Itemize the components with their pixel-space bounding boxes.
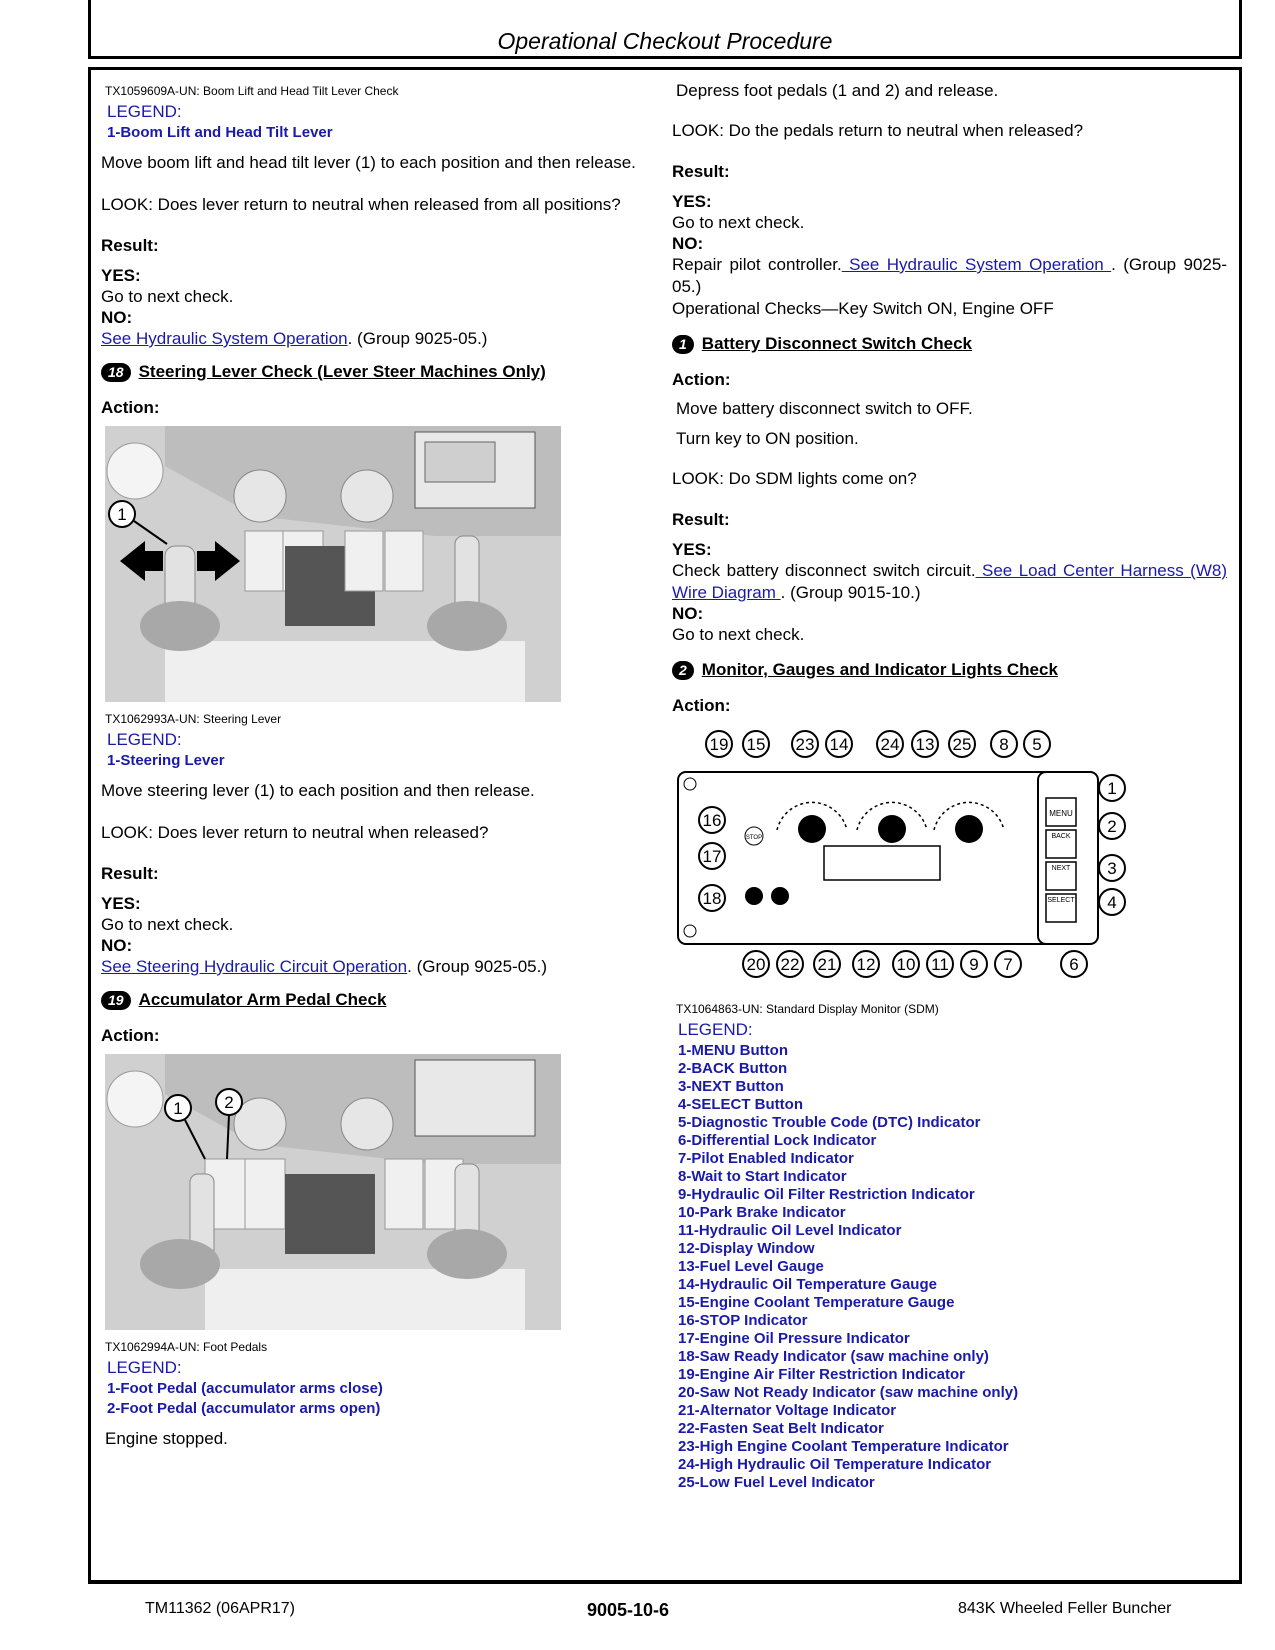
yes-label: YES: — [101, 894, 141, 913]
section-title: Monitor, Gauges and Indicator Lights Check — [701, 660, 1058, 679]
instruction-text: Turn key to ON position. — [676, 429, 859, 448]
callout-number-3: 3 — [1107, 859, 1117, 878]
step-badge: 1 — [672, 335, 694, 354]
step-badge: 2 — [672, 661, 694, 680]
result-label: Result: — [101, 864, 159, 883]
yes-text — [672, 560, 1227, 604]
look-text: LOOK: Does lever return to neutral when released from all positions? — [101, 195, 621, 214]
result-label: Result: — [672, 510, 730, 529]
legend-item: 18-Saw Ready Indicator (saw machine only) — [678, 1348, 989, 1365]
legend-item: 21-Alternator Voltage Indicator — [678, 1402, 897, 1419]
steering-lever-illustration — [105, 426, 561, 702]
callout-number-23: 23 — [795, 735, 815, 754]
no-label: NO: — [101, 308, 133, 327]
yes-label: YES: — [672, 192, 712, 211]
result-label: Result: — [101, 236, 159, 255]
callout-number-16: 16 — [702, 811, 722, 830]
legend-item: 20-Saw Not Ready Indicator (saw machine only) — [678, 1384, 1019, 1401]
group-ref: . (Group 9015-10.) — [780, 583, 921, 602]
legend-item: 4-SELECT Button — [678, 1096, 803, 1113]
no-label: NO: — [101, 936, 133, 955]
section-title: Battery Disconnect Switch Check — [701, 334, 972, 353]
group-ref: . (Group 9025-05.) — [407, 957, 548, 976]
no-text-prefix: Repair pilot controller. — [672, 255, 842, 274]
group-ref: . (Group 9025-05.) — [672, 255, 1228, 296]
callout-number-4: 4 — [1107, 893, 1117, 912]
legend-item: 8-Wait to Start Indicator — [678, 1168, 847, 1185]
back-button-label: BACK — [1051, 833, 1071, 840]
yes-label: YES: — [101, 266, 141, 285]
no-label: NO: — [672, 234, 704, 253]
wire-diagram-link[interactable]: See Load Center Harness (W8) Wire Diagram — [672, 561, 1227, 602]
footer-page-number: 9005-10-6 — [587, 1600, 670, 1620]
hydraulic-system-link[interactable]: See Hydraulic System Operation — [101, 329, 348, 348]
legend-item: 19-Engine Air Filter Restriction Indicator — [678, 1366, 965, 1383]
callout-number-18: 18 — [702, 889, 722, 908]
legend-item: 2-BACK Button — [678, 1060, 788, 1077]
legend-item: 10-Park Brake Indicator — [678, 1204, 846, 1221]
look-text: LOOK: Do SDM lights come on? — [672, 469, 917, 488]
callout-number-2: 2 — [1107, 817, 1117, 836]
yes-label: YES: — [672, 540, 712, 559]
legend-title: LEGEND: — [107, 102, 182, 121]
legend-item: 15-Engine Coolant Temperature Gauge — [678, 1294, 955, 1311]
legend-title: LEGEND: — [107, 1358, 182, 1377]
action-label: Action: — [101, 398, 160, 417]
yes-text: Go to next check. — [101, 287, 234, 306]
callout-1: 1 — [117, 505, 127, 524]
section-title: Accumulator Arm Pedal Check — [138, 990, 387, 1009]
action-label: Action: — [101, 1026, 160, 1045]
figure-caption: TX1062993A-UN: Steering Lever — [105, 712, 282, 726]
figure-caption: TX1059609A-UN: Boom Lift and Head Tilt Lever Check — [105, 84, 399, 98]
no-label: NO: — [672, 604, 704, 623]
result-label: Result: — [672, 162, 730, 181]
foot-pedals-illustration — [105, 1054, 561, 1330]
look-text: LOOK: Does lever return to neutral when released? — [101, 823, 489, 842]
sdm-diagram — [672, 726, 1172, 996]
operational-checks-heading: Operational Checks—Key Switch ON, Engine OFF — [672, 299, 1054, 318]
legend-item: 2-Foot Pedal (accumulator arms open) — [107, 1400, 381, 1417]
legend-item: 17-Engine Oil Pressure Indicator — [678, 1330, 910, 1347]
stop-indicator-label: STOP — [745, 835, 763, 841]
action-label: Action: — [672, 696, 731, 715]
callout-number-6: 6 — [1069, 955, 1079, 974]
footer-doc-id: TM11362 (06APR17) — [145, 1600, 295, 1617]
callout-number-15: 15 — [746, 735, 766, 754]
legend-item: 9-Hydraulic Oil Filter Restriction Indicator — [678, 1186, 975, 1203]
legend-item: 5-Diagnostic Trouble Code (DTC) Indicator — [678, 1114, 981, 1131]
callout-number-24: 24 — [880, 735, 900, 754]
sdm-legend — [672, 1042, 1227, 1492]
legend-title: LEGEND: — [107, 730, 182, 749]
figure-caption: TX1062994A-UN: Foot Pedals — [105, 1340, 268, 1354]
callout-number-5: 5 — [1032, 735, 1042, 754]
callout-number-19: 19 — [709, 735, 729, 754]
menu-button-label: MENU — [1049, 809, 1073, 818]
steering-lever-figure — [105, 426, 561, 702]
callout-number-1: 1 — [1107, 779, 1117, 798]
legend-item: 13-Fuel Level Gauge — [678, 1258, 824, 1275]
legend-item: 1-Foot Pedal (accumulator arms close) — [107, 1380, 383, 1397]
section-heading-19 — [101, 990, 656, 1010]
footer-machine-name: 843K Wheeled Feller Buncher — [958, 1600, 1172, 1617]
legend-item: 1-Boom Lift and Head Tilt Lever — [107, 124, 333, 141]
right-column — [672, 80, 1227, 1492]
legend-item: 1-Steering Lever — [107, 752, 225, 769]
callout-number-22: 22 — [780, 955, 800, 974]
legend-item: 16-STOP Indicator — [678, 1312, 808, 1329]
figure-caption: TX1064863-UN: Standard Display Monitor (SDM) — [676, 1002, 939, 1016]
callout-2: 2 — [224, 1093, 234, 1112]
callout-number-8: 8 — [999, 735, 1009, 754]
callout-number-17: 17 — [702, 847, 722, 866]
legend-item: 12-Display Window — [678, 1240, 815, 1257]
instruction-text: Depress foot pedals (1 and 2) and release. — [676, 81, 999, 100]
step-badge: 18 — [101, 363, 131, 382]
left-column — [101, 80, 656, 1450]
section-title: Steering Lever Check (Lever Steer Machines Only) — [138, 362, 546, 381]
callout-number-11: 11 — [931, 955, 949, 974]
legend-item: 1-MENU Button — [678, 1042, 788, 1059]
callout-number-12: 12 — [856, 955, 876, 974]
callout-number-25: 25 — [952, 735, 972, 754]
no-text — [101, 328, 656, 350]
legend-item: 25-Low Fuel Level Indicator — [678, 1474, 875, 1491]
instruction-text: Move steering lever (1) to each position and then release. — [101, 781, 535, 800]
foot-pedals-figure — [105, 1054, 561, 1330]
legend-title: LEGEND: — [678, 1020, 753, 1039]
callout-number-10: 10 — [896, 955, 916, 974]
callout-number-21: 21 — [817, 955, 837, 974]
look-text: LOOK: Do the pedals return to neutral when released? — [672, 121, 1084, 140]
no-text — [672, 254, 1227, 298]
no-text: Go to next check. — [672, 625, 805, 644]
legend-item: 3-NEXT Button — [678, 1078, 784, 1095]
callout-number-14: 14 — [829, 735, 849, 754]
callout-number-7: 7 — [1003, 955, 1013, 974]
legend-item: 11-Hydraulic Oil Level Indicator — [678, 1222, 902, 1239]
steering-circuit-link[interactable]: See Steering Hydraulic Circuit Operation — [101, 957, 408, 976]
page-title: Operational Checkout Procedure — [497, 28, 833, 54]
yes-text: Go to next check. — [672, 213, 805, 232]
yes-text-prefix: Check battery disconnect switch circuit. — [672, 561, 976, 580]
instruction-text: Move boom lift and head tilt lever (1) to each position and then release. — [101, 153, 636, 172]
group-ref: . (Group 9025-05.) — [347, 329, 488, 348]
callout-number-13: 13 — [915, 735, 935, 754]
page-header — [88, 0, 1242, 59]
sdm-figure — [672, 726, 1172, 996]
action-label: Action: — [672, 370, 731, 389]
callout-1: 1 — [173, 1099, 183, 1118]
select-button-label: SELECT — [1047, 897, 1075, 904]
section-heading-1 — [672, 334, 1227, 354]
no-text — [101, 956, 656, 978]
next-button-label: NEXT — [1051, 865, 1071, 872]
engine-stopped-text: Engine stopped. — [105, 1429, 228, 1448]
section-heading-2 — [672, 660, 1227, 680]
legend-item: 14-Hydraulic Oil Temperature Gauge — [678, 1276, 937, 1293]
yes-text: Go to next check. — [101, 915, 234, 934]
legend-item: 23-High Engine Coolant Temperature Indicator — [678, 1438, 1009, 1455]
hydraulic-system-link[interactable]: See Hydraulic System Operation — [841, 255, 1112, 274]
legend-item: 7-Pilot Enabled Indicator — [678, 1150, 854, 1167]
step-badge: 19 — [101, 991, 131, 1010]
callout-number-9: 9 — [969, 955, 979, 974]
section-heading-18 — [101, 362, 656, 382]
legend-item: 24-High Hydraulic Oil Temperature Indicator — [678, 1456, 992, 1473]
instruction-text: Move battery disconnect switch to OFF. — [676, 399, 973, 418]
legend-item: 6-Differential Lock Indicator — [678, 1132, 877, 1149]
legend-item: 22-Fasten Seat Belt Indicator — [678, 1420, 884, 1437]
callout-number-20: 20 — [746, 955, 766, 974]
